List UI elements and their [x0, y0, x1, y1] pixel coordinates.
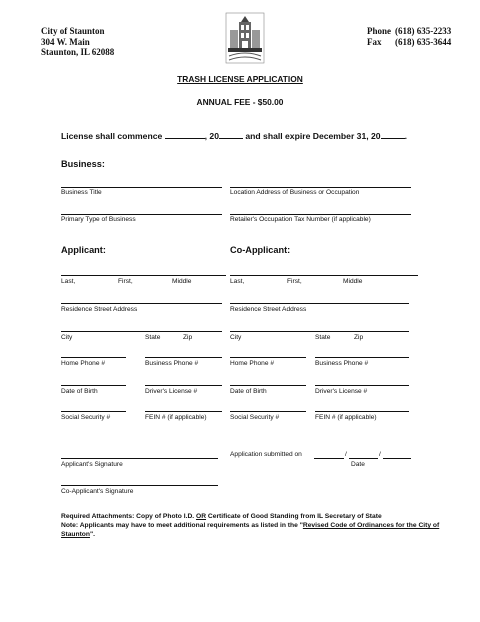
location-address-field[interactable] — [230, 187, 411, 188]
applicant-heading: Applicant: — [61, 245, 106, 255]
primary-type-label: Primary Type of Business — [61, 216, 136, 223]
commence-text: License shall commence — [61, 131, 163, 141]
applicant-zip-label: Zip — [183, 334, 193, 341]
primary-type-field[interactable] — [61, 214, 222, 215]
applicant-home-phone-field[interactable] — [61, 357, 126, 358]
license-term — [61, 129, 407, 141]
submitted-year-field[interactable] — [383, 458, 411, 459]
coapplicant-last-label: Last, — [230, 278, 245, 285]
applicant-dob-field[interactable] — [61, 385, 126, 386]
commence-year-field[interactable] — [219, 129, 243, 139]
coapplicant-home-phone-label: Home Phone # — [230, 360, 274, 367]
required-attachments — [61, 512, 461, 521]
coapplicant-fein-field[interactable] — [315, 411, 409, 412]
applicant-state-label: State — [145, 334, 161, 341]
coapplicant-first-label: First, — [287, 278, 302, 285]
applicant-last-label: Last, — [61, 278, 76, 285]
applicant-home-phone-label: Home Phone # — [61, 360, 105, 367]
coapplicant-city-label: City — [230, 334, 242, 341]
fax-number: (618) 635-3644 — [395, 36, 452, 47]
business-heading: Business: — [61, 159, 105, 169]
coapplicant-name-field[interactable] — [230, 275, 418, 276]
date-slash-1: / — [345, 451, 347, 458]
business-title-label: Business Title — [61, 189, 102, 196]
coapplicant-license-label: Driver's License # — [315, 388, 368, 395]
tax-number-field[interactable] — [230, 214, 411, 215]
applicant-signature-label: Applicant's Signature — [61, 461, 123, 468]
coapplicant-street-label: Residence Street Address — [230, 306, 307, 313]
coapplicant-zip-label: Zip — [354, 334, 364, 341]
applicant-street-field[interactable] — [61, 303, 222, 304]
coapplicant-fein-label: FEIN # (if applicable) — [315, 414, 377, 421]
applicant-first-label: First, — [118, 278, 133, 285]
footer-notes — [61, 512, 461, 540]
coapplicant-license-field[interactable] — [315, 385, 409, 386]
phone-label: Phone — [367, 26, 392, 36]
phone-number: (618) 635-2233 — [395, 26, 452, 36]
coapplicant-signature-field[interactable] — [61, 485, 218, 486]
submitted-on-label: Application submitted on — [230, 451, 302, 458]
applicant-middle-label: Middle — [172, 278, 192, 285]
phone-row — [367, 26, 451, 37]
expire-year-field[interactable] — [381, 129, 405, 139]
coapplicant-business-phone-label: Business Phone # — [315, 360, 369, 367]
applicant-dob-label: Date of Birth — [61, 388, 98, 395]
annual-fee: ANNUAL FEE - $50.00 — [196, 97, 284, 107]
fax-label: Fax — [367, 36, 382, 47]
coapplicant-state-label: State — [315, 334, 331, 341]
coapplicant-ssn-field[interactable] — [230, 411, 306, 412]
coapplicant-dob-field[interactable] — [230, 385, 306, 386]
form-title: TRASH LICENSE APPLICATION — [177, 74, 303, 84]
city-state-zip: Staunton, IL 62088 — [41, 47, 115, 57]
note-suffix: ". — [89, 531, 96, 539]
coapplicant-home-phone-field[interactable] — [230, 357, 306, 358]
applicant-business-phone-field[interactable] — [145, 357, 222, 358]
commence-date-field[interactable] — [165, 129, 205, 139]
submitted-month-field[interactable] — [314, 458, 344, 459]
applicant-ssn-field[interactable] — [61, 411, 126, 412]
fax-row — [367, 37, 451, 48]
commence-year-prefix: , 20 — [204, 131, 219, 141]
coapplicant-signature-label: Co-Applicant's Signature — [61, 488, 134, 495]
applicant-business-phone-label: Business Phone # — [145, 360, 199, 367]
applicant-city-field[interactable] — [61, 331, 222, 332]
ordinance-note — [61, 521, 461, 539]
applicant-license-field[interactable] — [145, 385, 222, 386]
applicant-fein-field[interactable] — [145, 411, 222, 412]
location-address-label: Location Address of Business or Occupation — [230, 189, 360, 196]
coapplicant-middle-label: Middle — [343, 278, 363, 285]
expire-text: and shall expire December 31, 20 — [245, 131, 381, 141]
coapplicant-heading: Co-Applicant: — [230, 245, 291, 255]
applicant-city-label: City — [61, 334, 73, 341]
coapplicant-street-field[interactable] — [230, 303, 409, 304]
coapplicant-ssn-label: Social Security # — [230, 414, 280, 421]
applicant-ssn-label: Social Security # — [61, 414, 111, 421]
coapplicant-dob-label: Date of Birth — [230, 388, 267, 395]
date-label: Date — [351, 461, 365, 468]
attachments-or: OR — [196, 513, 207, 520]
coapplicant-city-field[interactable] — [230, 331, 409, 332]
tax-number-label: Retailer's Occupation Tax Number (if applicable) — [230, 216, 371, 223]
coapplicant-business-phone-field[interactable] — [315, 357, 409, 358]
applicant-signature-field[interactable] — [61, 458, 218, 459]
street-address: 304 W. Main — [41, 36, 90, 47]
applicant-name-field[interactable] — [61, 275, 226, 276]
attachments-suffix: Certificate of Good Standing from IL Secretary of State — [207, 513, 382, 520]
applicant-fein-label: FEIN # (if applicable) — [145, 414, 207, 421]
date-slash-2: / — [379, 451, 381, 458]
commence-period: . — [404, 131, 407, 141]
submitted-day-field[interactable] — [349, 458, 378, 459]
applicant-street-label: Residence Street Address — [61, 306, 138, 313]
city-seal-icon — [225, 12, 265, 64]
applicant-license-label: Driver's License # — [145, 388, 198, 395]
attachments-text: Required Attachments: Copy of Photo I.D. — [61, 513, 195, 520]
city-address-block — [41, 26, 114, 58]
ordinance-link[interactable]: Revised Code of Ordinances for the City of Staunton — [61, 522, 440, 539]
city-name: City of Staunton — [41, 26, 105, 36]
note-text: Note: Applicants may have to meet additional requirements as listed in the " — [61, 522, 303, 530]
business-title-field[interactable] — [61, 187, 222, 188]
contact-block — [367, 26, 451, 47]
